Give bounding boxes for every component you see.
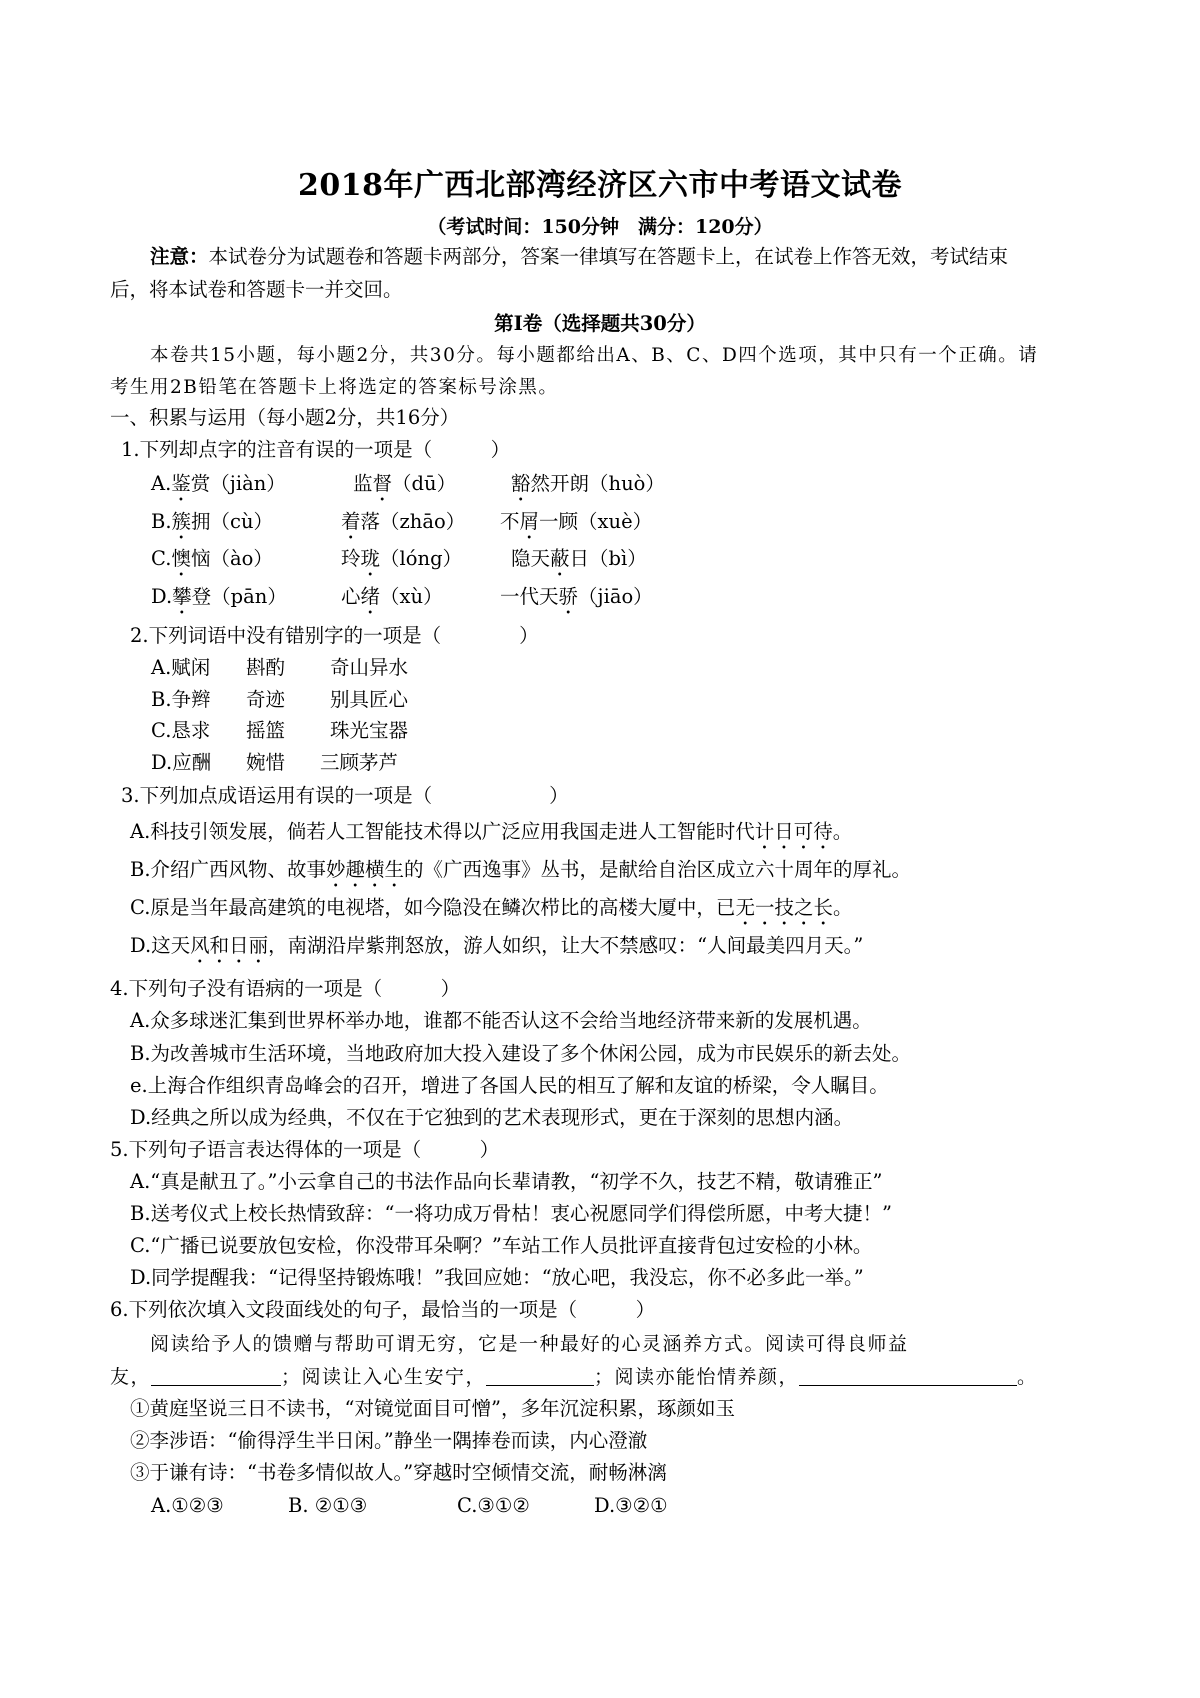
q5-stem: 5.下列句子语言表达得体的一项是（ ） [110, 1138, 500, 1161]
q6-choice-d: D.③②① [594, 1494, 668, 1517]
q4-option-b: B.为改善城市生活环境，当地政府加大投入建设了多个休闲公园，成为市民娱乐的新去处。 [130, 1042, 912, 1065]
q5-option-c: C.“广播已说要放包安检，你没带耳朵啊？”车站工作人员批评直接背包过安检的小林。 [130, 1234, 873, 1257]
q6-choice-b: B. ②①③ [288, 1494, 368, 1517]
q2-option-d3: 三顾茅芦 [320, 751, 399, 774]
q6-sentence-1: ①黄庭坚说三日不读书，“对镜觉面目可憎”，多年沉淀积累，琢颜如玉 [130, 1397, 735, 1420]
exam-subtitle: （考试时间：150分钟 满分：120分） [427, 216, 773, 238]
q2-option-a2: 斟酌 [246, 656, 286, 679]
q4-option-d: D.经典之所以成为经典，不仅在于它独到的艺术表现形式，更在于深刻的思想内涵。 [130, 1106, 854, 1129]
part1-intro-2: 考生用2B铅笔在答题卡上将选定的答案标号涂黑。 [110, 377, 559, 398]
q6-choice-a: A.①②③ [151, 1494, 224, 1517]
q6-sentence-3: ③于谦有诗：“书卷多情似故人。”穿越时空倾情交流，耐畅淋漓 [130, 1461, 667, 1484]
q1-option-b1: B.簇拥（cù） [151, 510, 274, 533]
q2-option-b3: 别具匠心 [330, 688, 409, 711]
q2-option-b2: 奇迹 [246, 688, 286, 711]
q6-passage-line-1: 阅读给予人的馈赠与帮助可谓无穷，它是一种最好的心灵涵养方式。阅读可得良师益 [150, 1333, 909, 1355]
q3-option-c: C.原是当年最高建筑的电视塔，如今隐没在鳞次栉比的高楼大厦中，已无一技之长。 [130, 896, 853, 919]
notice-label: 注意： [150, 245, 209, 268]
q1-option-d3: 一代天骄（jiāo） [500, 585, 653, 608]
q1-option-b2: 着落（zhāo） [341, 510, 466, 533]
q2-option-c2: 摇篮 [246, 719, 286, 742]
q1-option-b3: 不屑一顾（xuè） [500, 510, 653, 533]
q6-blank-1 [151, 1365, 281, 1386]
part1-intro-1: 本卷共15小题，每小题2分，共30分。每小题都给出A、B、C、D四个选项，其中只有一个正确。请 [150, 345, 1039, 366]
q4-option-c: e.上海合作组织青岛峰会的召开，增进了各国人民的相互了解和友谊的桥梁，令人瞩目。 [130, 1074, 889, 1097]
part1-heading: 第Ⅰ卷（选择题共30分） [494, 312, 706, 335]
notice-line-1 [150, 244, 1008, 270]
q1-option-c2: 玲珑（lóng） [341, 547, 463, 570]
exam-title: 2018年广西北部湾经济区六市中考语文试卷 [298, 168, 902, 203]
q5-option-a: A.“真是献丑了。”小云拿自己的书法作品向长辈请教，“初学不久，技艺不精，敬请雅正” [130, 1170, 883, 1193]
q5-option-d: D.同学提醒我：“记得坚持锻炼哦！”我回应她：“放心吧，我没忘，你不必多此一举。” [130, 1266, 864, 1289]
q6-passage-line-2: 友， ；阅读让入心生安宁， ；阅读亦能怡情养颜， 。 [110, 1366, 1038, 1388]
q6-blank-2 [486, 1365, 594, 1386]
q4-option-a: A.众多球迷汇集到世界杯举办地，谁都不能否认这不会给当地经济带来新的发展机遇。 [130, 1009, 872, 1032]
q1-stem: 1.下列却点字的注音有误的一项是（ ） [121, 438, 511, 461]
q6-choice-c: C.③①② [457, 1494, 530, 1517]
q2-stem: 2.下列词语中没有错别字的一项是（ ） [130, 624, 539, 647]
notice-text-1: 本试卷分为试题卷和答题卡两部分，答案一律填写在答题卡上，在试卷上作答无效，考试结束 [208, 245, 1009, 268]
section-1-heading: 一、积累与运用（每小题2分，共16分） [110, 406, 460, 429]
q2-option-b1: B.争辫 [151, 688, 211, 711]
q1-option-c1: C.懊恼（ào） [151, 547, 273, 570]
q1-option-c3: 隐天蔽日（bì） [511, 547, 647, 570]
q4-stem: 4.下列句子没有语病的一项是（ ） [110, 977, 461, 1000]
q6-stem: 6.下列依次填入文段面线处的句子，最恰当的一项是（ ） [110, 1298, 656, 1321]
q2-option-d1: D.应酬 [151, 751, 212, 774]
q3-stem: 3.下列加点成语运用有误的一项是（ ） [121, 784, 569, 807]
q6-blank-3 [799, 1365, 1017, 1386]
q2-option-a3: 奇山异水 [330, 656, 409, 679]
q3-option-a: A.科技引领发展，倘若人工智能技术得以广泛应用我国走进人工智能时代计日可待。 [130, 820, 853, 843]
q1-option-a3: 豁然开朗（huò） [511, 472, 665, 495]
q2-option-c3: 珠光宝器 [330, 719, 409, 742]
q1-option-a2: 监督（dū） [353, 472, 457, 495]
q2-option-c1: C.恳求 [151, 719, 211, 742]
notice-line-2: 后，将本试卷和答题卡一并交回。 [110, 278, 403, 301]
q6-sentence-2: ②李涉语：“偷得浮生半日闲。”静坐一隅捧卷而读，内心澄澈 [130, 1429, 648, 1452]
q3-option-d: D.这天风和日丽，南湖沿岸紫荆怒放，游人如织，让大不禁感叹：“人间最美四月天。” [130, 934, 864, 957]
q3-option-b: B.介绍广西风物、故事妙趣横生的《广西逸事》丛书，是献给自治区成立六十周年的厚礼。 [130, 858, 912, 881]
q1-option-d2: 心绪（xù） [341, 585, 443, 608]
q5-option-b: B.送考仪式上校长热情致辞：“一将功成万骨枯！衷心祝愿同学们得偿所愿，中考大捷！” [130, 1202, 892, 1225]
q2-option-d2: 婉惜 [246, 751, 286, 774]
q1-option-d1: D.攀登（pān） [151, 585, 287, 608]
q1-option-a1: A.鉴赏（jiàn） [151, 472, 286, 495]
q2-option-a1: A.赋闲 [151, 656, 211, 679]
